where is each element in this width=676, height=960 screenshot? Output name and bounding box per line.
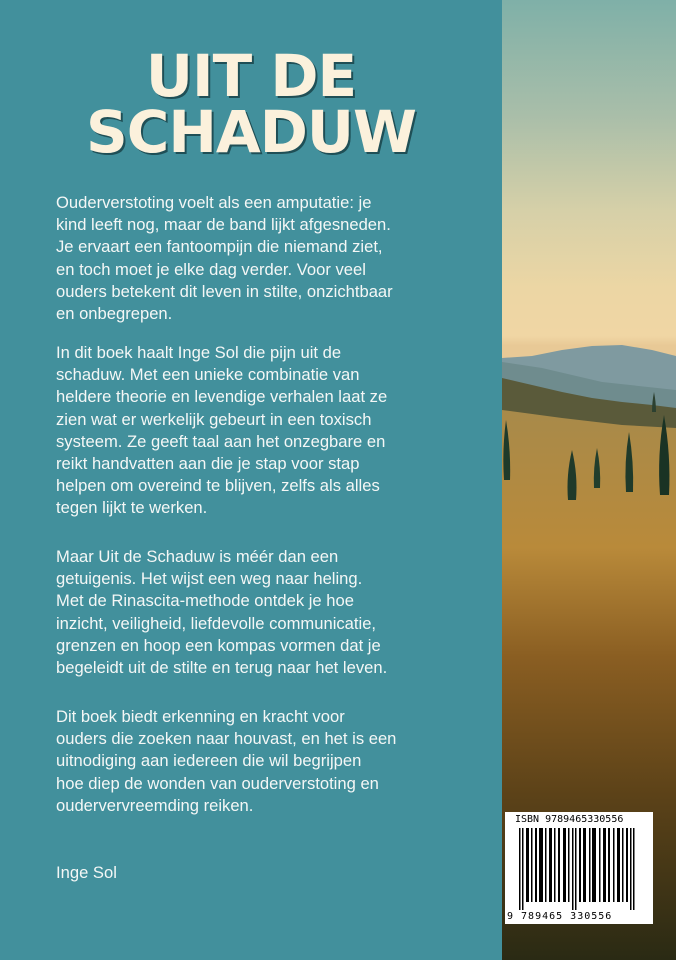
text-line: hoe diep de wonden van ouderverstoting en	[56, 773, 379, 793]
text-line: kind leeft nog, maar de band lijkt afgesneden.	[56, 215, 391, 235]
author-name: Inge Sol	[56, 863, 117, 882]
isbn-digits: 9 789465 330556	[507, 911, 613, 922]
book-title-line-1: UIT DE	[145, 42, 357, 110]
barcode-bars	[519, 828, 637, 910]
text-line: grenzen en hoop een kompas vormen dat je	[56, 635, 381, 655]
text-line: inzicht, veiligheid, liefdevolle communicatie,	[56, 613, 377, 633]
text-line: systeem. Ze geeft taal aan het onzegbare en	[56, 431, 386, 451]
text-line: reikt handvatten aan die je stap voor stap	[56, 454, 360, 474]
text-line: heldere theorie en levendige verhalen laat ze	[56, 387, 388, 407]
text-line: getuigenis. Het wijst een weg naar heling.	[56, 569, 363, 589]
text-line: zien wat er werkelijk gebeurt in een toxisch	[56, 409, 372, 429]
blurb-paragraph-3	[56, 546, 486, 679]
text-line: Je ervaart een fantoompijn die niemand ziet,	[56, 237, 383, 257]
text-line: helpen om overeind te blijven, zelfs als alles	[56, 476, 380, 496]
text-line: In dit boek haalt Inge Sol die pijn uit de	[56, 343, 342, 362]
text-line: en toch moet je elke dag verder. Voor veel	[56, 259, 366, 279]
text-line: uitnodiging aan iedereen die wil begrijpen	[56, 751, 362, 771]
text-line: Dit boek biedt erkenning en kracht voor	[56, 707, 345, 726]
text-line: ouders betekent dit leven in stilte, onzichtbaar	[56, 281, 393, 301]
blurb-paragraph-2	[56, 342, 486, 520]
text-line: Ouderverstoting voelt als een amputatie: je	[56, 193, 372, 212]
text-line: en onbegrepen.	[56, 304, 173, 324]
blurb-paragraph-4	[56, 706, 486, 817]
book-title-line-2: SCHADUW	[86, 98, 416, 166]
text-line: Maar Uit de Schaduw is méér dan een	[56, 547, 339, 566]
text-line: ouders die zoeken naar houvast, en het is een	[56, 729, 397, 749]
text-line: Met de Rinascita-methode ontdek je hoe	[56, 591, 354, 611]
isbn-barcode	[505, 812, 653, 924]
text-line: tegen lijkt te werken.	[56, 498, 208, 518]
text-line: oudervervreemding reiken.	[56, 795, 254, 815]
text-line: schaduw. Met een unieke combinatie van	[56, 365, 360, 385]
text-line: begeleidt uit de stilte en terug naar het leven.	[56, 658, 388, 678]
isbn-label: ISBN 9789465330556	[515, 814, 624, 825]
blurb-paragraph-1	[56, 192, 486, 325]
